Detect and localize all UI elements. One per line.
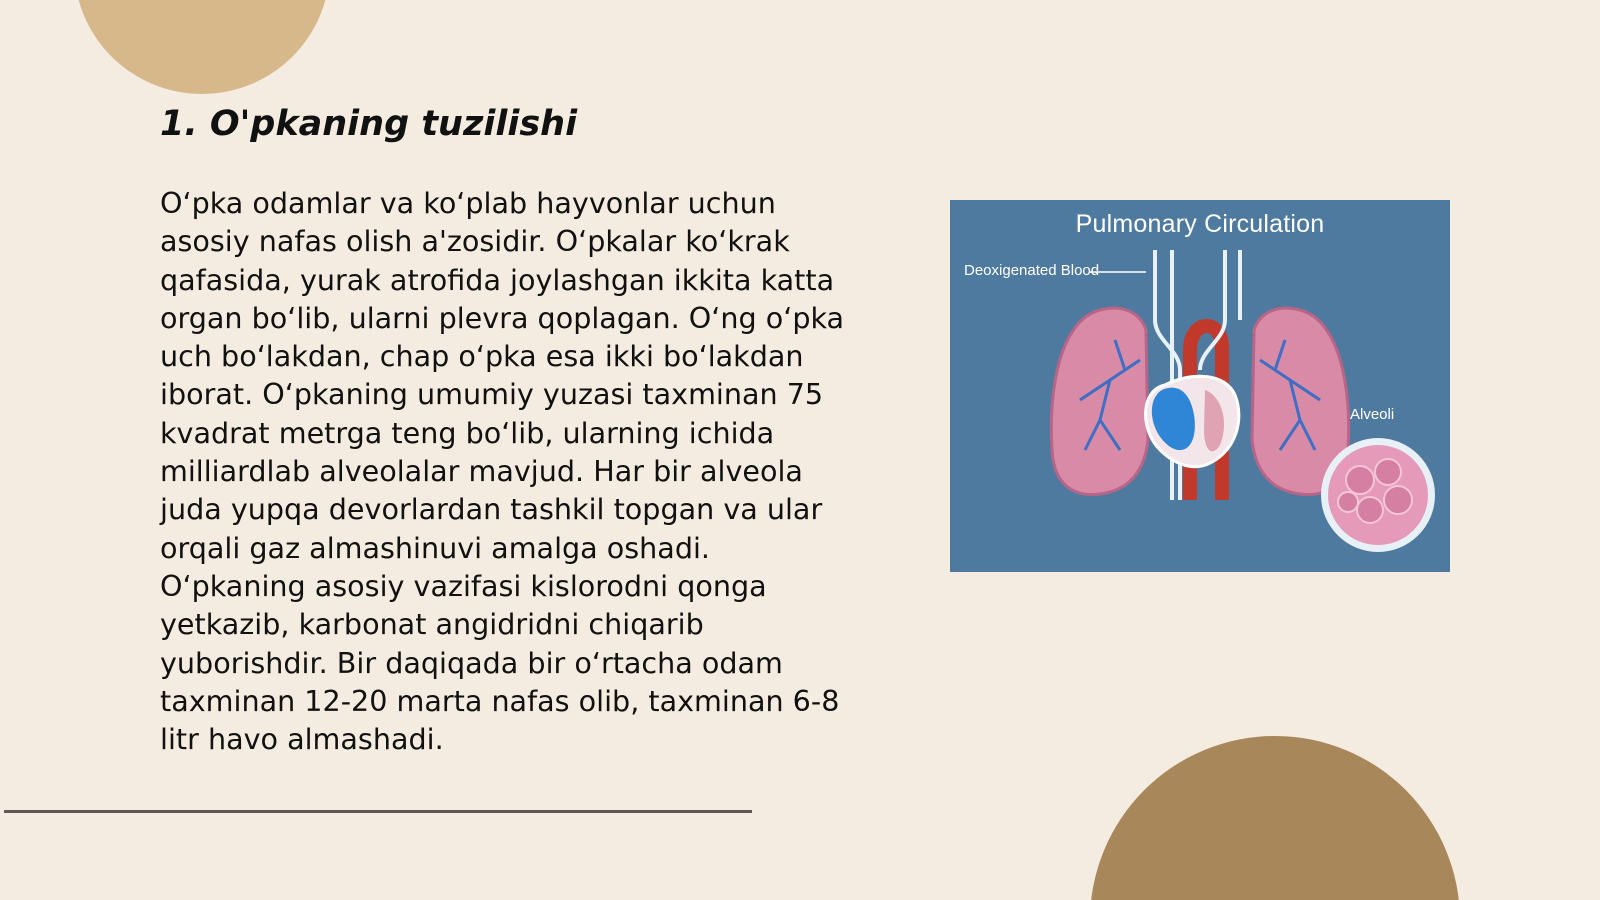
- left-lung-icon: [1051, 308, 1148, 495]
- slide-body-text: O‘pka odamlar va ko‘plab hayvonlar uchun asosiy nafas olish a'zosidir. O‘pkalar ko‘krak qafasida, yurak atrofida joylashgan ikkita katta organ bo‘lib, ularni plevra qoplagan. O‘ng o‘pka uch bo‘lakdan, chap o‘pka esa ikki bo‘lakdan iborat. O‘pkaning umumiy yuzasi taxminan 75 kvadrat metrga teng bo‘lib, ularning ichida milliardlab alveolalar mavjud. Har bir alveola juda yupqa devorlardan tashkil topgan va ular orqali gaz almashinuvi amalga oshadi. O‘pkaning asosiy vazifasi kislorodni qonga yetkazib, karbonat angidridni chiqarib yuborishdir. Bir daqiqada bir o‘rtacha odam taxminan 12-20 marta nafas olib, taxminan 6-8 litr havo almashadi.: [160, 186, 845, 757]
- slide-title: 1. O'pkaning tuzilishi: [160, 104, 578, 144]
- lungs-heart-illustration: [950, 200, 1450, 572]
- divider-line: [4, 810, 752, 813]
- figure-label-deoxygenated-blood: Deoxigenated Blood: [964, 262, 1100, 279]
- pulmonary-circulation-figure: [950, 200, 1450, 572]
- figure-label-alveoli: Alveoli: [1350, 406, 1395, 423]
- figure-title: Pulmonary Circulation: [1075, 210, 1325, 238]
- decorative-circle-bottom: [1090, 736, 1460, 900]
- decorative-circle-top: [74, 0, 330, 94]
